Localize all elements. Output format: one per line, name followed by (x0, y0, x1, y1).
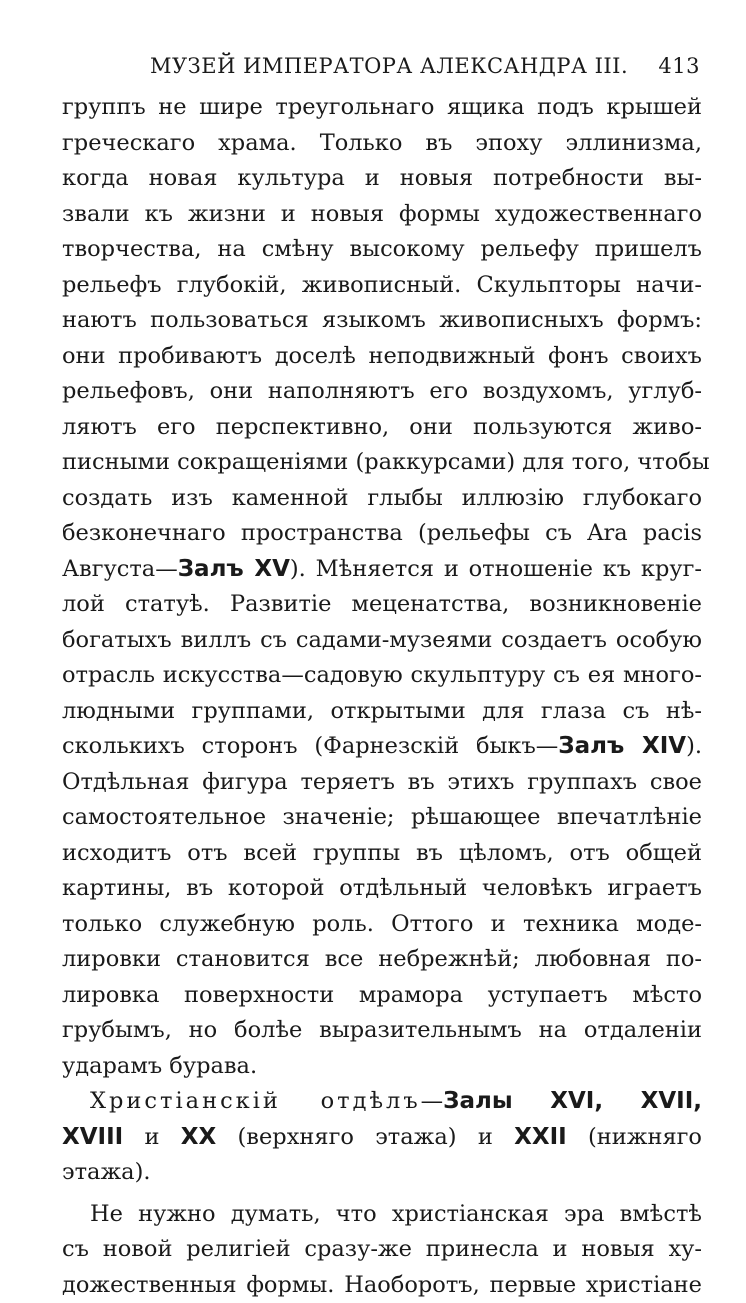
text-fragment: ). (686, 733, 702, 759)
section-heading (62, 1084, 702, 1120)
text-line-halls (62, 1120, 702, 1156)
paragraph-christian-era (62, 1197, 702, 1303)
text-fragment: (верхняго этажа) и (216, 1124, 514, 1150)
hall-reference: XVIII (62, 1124, 123, 1150)
text-line: грубымъ, но болѣе выразительнымъ на отдаленіи (62, 1013, 702, 1049)
text-line: писными сокращеніями (раккурсами) для того, чтобы (62, 445, 702, 481)
text-line: создать изъ каменной глыбы иллюзію глубокаго (62, 481, 702, 517)
text-fragment: ). Мѣняется и отношеніе къ круг- (290, 556, 702, 582)
text-line: людными группами, открытыми для глаза съ нѣ- (62, 694, 702, 730)
text-line: творчества, на смѣну высокому рельефу пришелъ (62, 232, 702, 268)
text-fragment: сколькихъ сторонъ (Фарнезскій быкъ— (62, 733, 558, 759)
text-line: наютъ пользоваться языкомъ живописныхъ формъ: (62, 303, 702, 339)
text-line: звали къ жизни и новыя формы художественнаго (62, 197, 702, 233)
text-line: исходитъ отъ всей группы въ цѣломъ, отъ общей (62, 836, 702, 872)
running-title: МУЗЕЙ ИМПЕРАТОРА АЛЕКСАНДРА III. (150, 54, 628, 78)
text-line: этажа). (62, 1155, 702, 1191)
text-line: рельефовъ, они наполняютъ его воздухомъ, углуб- (62, 374, 702, 410)
text-line: безконечнаго пространства (рельефы съ Ara pacis (62, 516, 702, 552)
text-line: лой статуѣ. Развитіе меценатства, возникновеніе (62, 587, 702, 623)
hall-reference: Залъ XV (178, 556, 290, 582)
hall-reference: Залъ XIV (558, 733, 686, 759)
text-line: ударамъ бурава. (62, 1049, 702, 1085)
text-line: лировки становится все небрежнѣй; любовная по- (62, 942, 702, 978)
page-number: 413 (658, 54, 700, 78)
book-page (62, 50, 702, 1303)
text-line: съ новой религіей сразу-же принесла и новыя ху- (62, 1232, 702, 1268)
section-title: Христіанскій отдѣлъ (90, 1088, 421, 1114)
text-line-hall-xv (62, 552, 702, 588)
hall-reference: Залы XVI, XVII, (443, 1088, 702, 1114)
text-line: лировка поверхности мрамора уступаетъ мѣсто (62, 978, 702, 1014)
text-line: группъ не шире треугольнаго ящика подъ крышей (62, 90, 702, 126)
text-line: Отдѣльная фигура теряетъ въ этихъ группахъ свое (62, 765, 702, 801)
paragraph-hellenistic-relief (62, 90, 702, 1084)
text-line: Не нужно думать, что христіанская эра вмѣстѣ (62, 1197, 702, 1233)
text-line: картины, въ которой отдѣльный человѣкъ играетъ (62, 871, 702, 907)
running-header (62, 50, 702, 90)
text-line: ляютъ его перспективно, они пользуются живо- (62, 410, 702, 446)
text-line: дожественныя формы. Наоборотъ, первые христіане (62, 1268, 702, 1303)
text-line: они пробиваютъ доселѣ неподвижный фонъ своихъ (62, 339, 702, 375)
text-line: греческаго храма. Только въ эпоху эллинизма, (62, 126, 702, 162)
text-line: самостоятельное значеніе; рѣшающее впечатлѣніе (62, 800, 702, 836)
text-line: отрасль искусства—садовую скульптуру съ ея много- (62, 658, 702, 694)
text-line: богатыхъ виллъ съ садами-музеями создаетъ особую (62, 623, 702, 659)
section-christian-department (62, 1084, 702, 1191)
text-line: рельефъ глубокій, живописный. Скульпторы начи- (62, 268, 702, 304)
text-fragment: — (421, 1088, 444, 1114)
text-line: когда новая культура и новыя потребности вы- (62, 161, 702, 197)
hall-reference: XX (181, 1124, 216, 1150)
text-fragment: и (123, 1124, 181, 1150)
text-fragment: (нижняго (567, 1124, 702, 1150)
text-line: только служебную роль. Оттого и техника моде- (62, 907, 702, 943)
text-fragment: Августа— (62, 556, 178, 582)
hall-reference: XXII (514, 1124, 567, 1150)
text-line-hall-xiv (62, 729, 702, 765)
